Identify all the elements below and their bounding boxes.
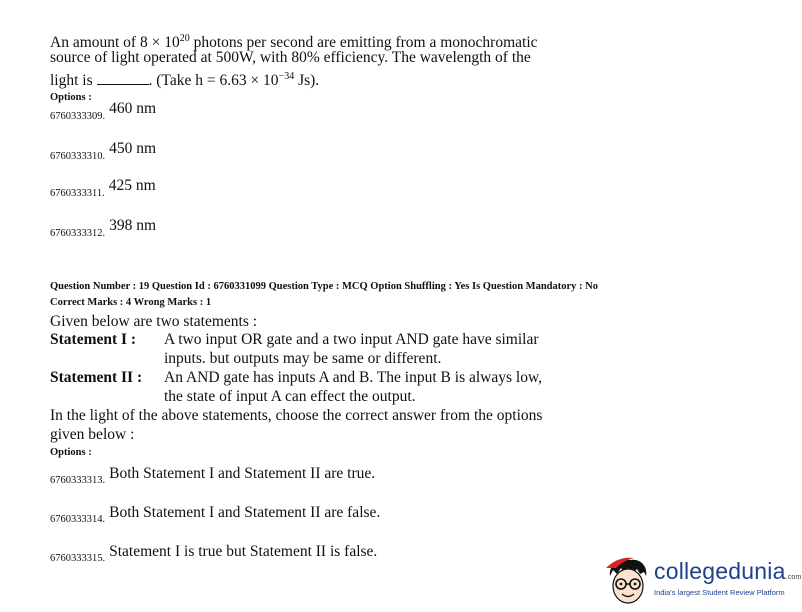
statement-1-label: Statement I : xyxy=(50,331,137,348)
q1-line-1: An amount of $8 \times 10^{20}$ photons per second are emitting from a monochromatic xyxy=(50,33,538,52)
statement-2-line-2: the state of input A can effect the output. xyxy=(164,388,416,405)
option-text: Both Statement I and Statement II are false. xyxy=(109,504,381,521)
option-id: 6760333313. xyxy=(50,475,106,486)
statement-2-line-1: An AND gate has inputs A and B. The input B is always low, xyxy=(164,369,543,386)
student-mascot-icon xyxy=(604,556,652,608)
logo-wordmark: collegedunia.com xyxy=(654,558,802,584)
option-id: 6760333312. xyxy=(50,228,106,239)
q2-prompt-line-2: given below : xyxy=(50,426,135,443)
q2-option-2[interactable] xyxy=(50,504,381,527)
option-text: 398 nm xyxy=(109,217,157,234)
option-id: 6760333315. xyxy=(50,553,106,564)
q1-option-3[interactable] xyxy=(50,177,156,201)
answer-blank xyxy=(97,72,149,85)
option-id: 6760333309. xyxy=(50,111,106,122)
q1-line-2: source of light operated at 500W, with 80% efficiency. The wavelength of the xyxy=(50,49,531,66)
option-id: 6760333314. xyxy=(50,514,106,525)
q1-option-4[interactable] xyxy=(50,217,157,241)
collegedunia-logo[interactable] xyxy=(604,556,802,608)
q2-options-label: Options : xyxy=(50,447,92,458)
option-text: Statement I is true but Statement II is false. xyxy=(109,543,378,560)
q1-option-1[interactable] xyxy=(50,100,157,124)
option-text: 450 nm xyxy=(109,140,157,157)
logo-tagline: India's largest Student Review Platform xyxy=(654,588,785,597)
option-text: Both Statement I and Statement II are true. xyxy=(109,465,376,482)
option-id: 6760333311. xyxy=(50,188,105,199)
q2-option-3[interactable] xyxy=(50,543,378,566)
statement-2-label: Statement II : xyxy=(50,369,143,386)
option-id: 6760333310. xyxy=(50,151,106,162)
q2-meta-line-2: Correct Marks : 4 Wrong Marks : 1 xyxy=(50,297,212,308)
option-text: 425 nm xyxy=(108,177,156,194)
q1-line-3: light is . (Take $h = 6.63 \times 10^{-34}$ Js). xyxy=(50,71,320,90)
q1-option-2[interactable] xyxy=(50,140,157,164)
q1-options-label: Options : xyxy=(50,92,92,103)
q2-option-1[interactable] xyxy=(50,465,376,488)
q2-intro: Given below are two statements : xyxy=(50,313,258,330)
statement-1-line-2: inputs. but outputs may be same or different. xyxy=(164,350,442,367)
q2-meta-line-1: Question Number : 19 Question Id : 6760331099 Question Type : MCQ Option Shuffling : Yes Is Question Mandatory : No xyxy=(50,281,598,292)
statement-1-line-1: A two input OR gate and a two input AND gate have similar xyxy=(164,331,539,348)
option-text: 460 nm xyxy=(109,100,157,117)
q2-prompt-line-1: In the light of the above statements, choose the correct answer from the options xyxy=(50,407,543,424)
